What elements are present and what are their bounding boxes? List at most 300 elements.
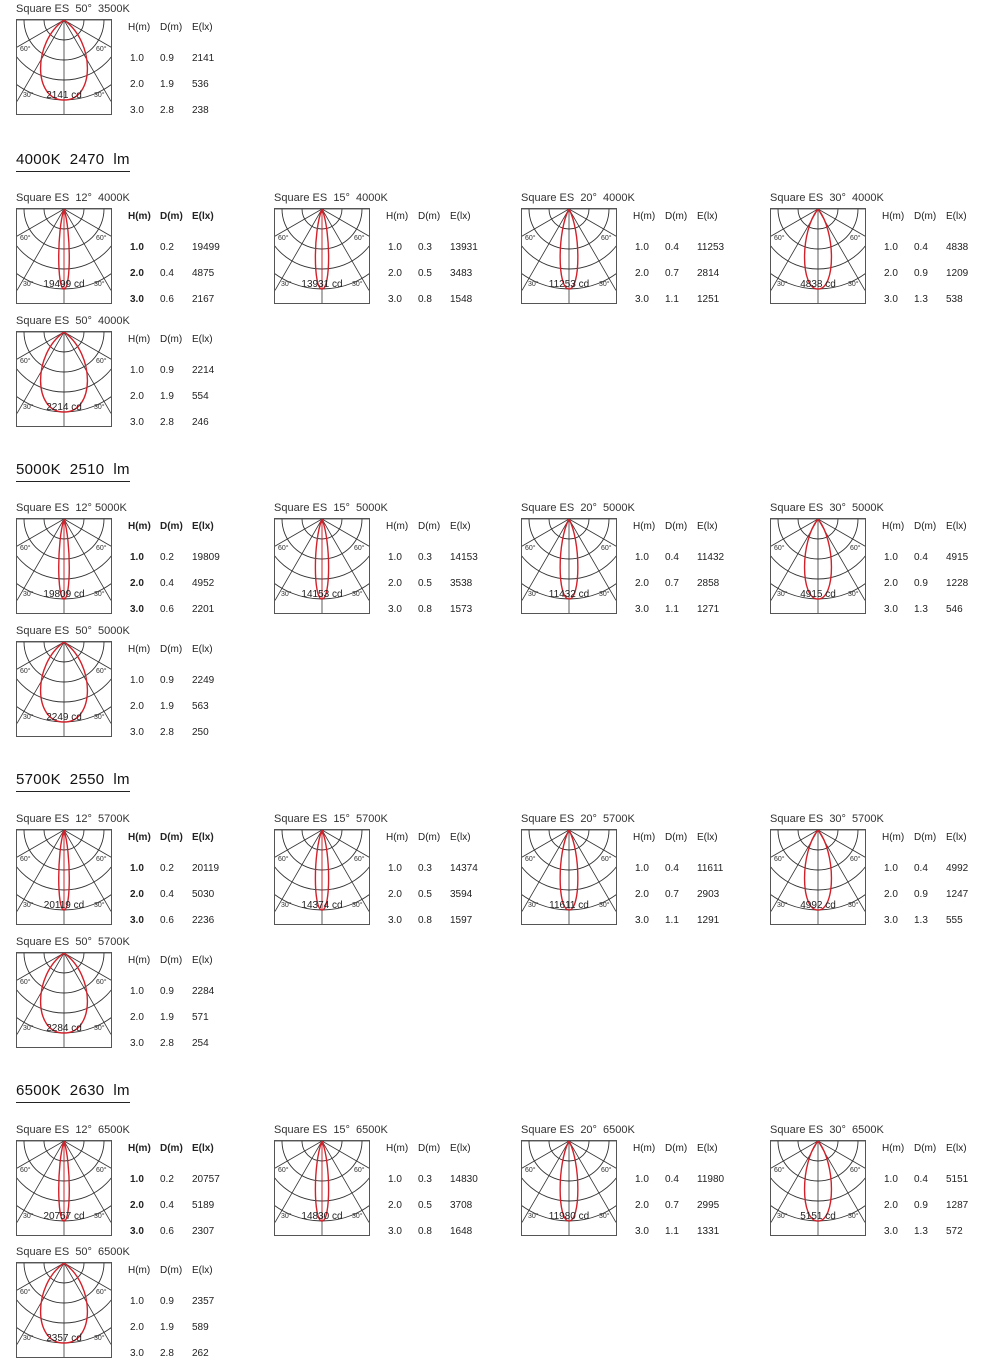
table-cell: 0.3 <box>418 552 432 563</box>
table-cell: 1.0 <box>388 552 402 563</box>
table-cell: 20119 <box>192 863 220 874</box>
angle-label: 60° <box>20 1289 31 1296</box>
block-title: Square ES 30° 5700K <box>770 813 884 825</box>
table-cell: 571 <box>192 1012 209 1023</box>
photometric-block <box>274 192 504 314</box>
table-cell: 0.9 <box>914 1200 928 1211</box>
table-cell: 0.8 <box>418 915 432 926</box>
table-cell: 0.9 <box>914 889 928 900</box>
table-cell: 3.0 <box>884 915 898 926</box>
table-cell: 3.0 <box>635 1226 649 1237</box>
photometric-block <box>16 936 246 1058</box>
table-cell: 3.0 <box>635 915 649 926</box>
table-cell: 2307 <box>192 1226 215 1237</box>
table-cell: 1.0 <box>130 675 144 686</box>
photometric-block <box>770 192 1000 314</box>
table-header: H(m) <box>633 832 656 843</box>
table-cell: 1.9 <box>160 79 174 90</box>
table-header: D(m) <box>160 1143 183 1154</box>
angle-label: 30° <box>848 1213 859 1220</box>
angle-label: 30° <box>94 281 105 288</box>
polar-diagram <box>274 829 370 925</box>
table-header: E(lx) <box>697 1143 718 1154</box>
table-cell: 0.7 <box>665 889 679 900</box>
table-cell: 246 <box>192 417 209 428</box>
table-header: E(lx) <box>192 211 214 222</box>
table-cell: 2.0 <box>130 1012 144 1023</box>
table-header: D(m) <box>418 1143 441 1154</box>
angle-label: 60° <box>525 1167 536 1174</box>
block-title: Square ES 20° 5000K <box>521 502 635 514</box>
table-cell: 2.0 <box>635 889 649 900</box>
photometric-block <box>16 625 246 747</box>
table-cell: 2.8 <box>160 105 174 116</box>
table-cell: 20757 <box>192 1174 220 1185</box>
polar-diagram <box>770 518 866 614</box>
table-cell: 1.0 <box>635 863 649 874</box>
table-cell: 1.0 <box>635 242 649 253</box>
angle-label: 30° <box>848 902 859 909</box>
table-header: H(m) <box>882 1143 905 1154</box>
table-cell: 5030 <box>192 889 215 900</box>
table-cell: 2214 <box>192 365 215 376</box>
angle-label: 60° <box>601 545 612 552</box>
angle-label: 60° <box>96 856 107 863</box>
angle-label: 60° <box>96 668 107 675</box>
table-header: D(m) <box>665 211 688 222</box>
table-cell: 0.4 <box>160 268 174 279</box>
angle-label: 60° <box>774 856 785 863</box>
angle-label: 30° <box>23 404 34 411</box>
candela-label: 13931 cd <box>301 279 343 290</box>
table-header: H(m) <box>633 211 656 222</box>
candela-label: 11253 cd <box>548 279 590 290</box>
block-title: Square ES 30° 6500K <box>770 1124 884 1136</box>
table-cell: 0.9 <box>160 365 174 376</box>
table-cell: 19809 <box>192 552 220 563</box>
table-cell: 2141 <box>192 53 215 64</box>
table-cell: 262 <box>192 1348 209 1359</box>
table-cell: 2.0 <box>388 1200 402 1211</box>
table-cell: 2249 <box>192 675 215 686</box>
table-cell: 3594 <box>450 889 473 900</box>
angle-label: 30° <box>848 591 859 598</box>
table-header: E(lx) <box>450 832 471 843</box>
table-cell: 0.5 <box>418 889 432 900</box>
table-header: E(lx) <box>697 832 718 843</box>
table-cell: 1.1 <box>665 915 679 926</box>
table-cell: 0.2 <box>160 242 174 253</box>
table-cell: 2.0 <box>130 79 144 90</box>
table-cell: 1291 <box>697 915 720 926</box>
table-cell: 3.0 <box>130 417 144 428</box>
angle-label: 30° <box>528 281 539 288</box>
table-cell: 1.0 <box>388 1174 402 1185</box>
angle-label: 60° <box>525 235 536 242</box>
photometric-block <box>16 1246 246 1368</box>
section-title: 5000K 2510 lm <box>16 461 130 482</box>
table-cell: 4915 <box>946 552 969 563</box>
candela-label: 14153 cd <box>301 589 343 600</box>
polar-diagram <box>16 1262 112 1358</box>
polar-diagram <box>521 208 617 304</box>
angle-label: 30° <box>777 591 788 598</box>
polar-diagram <box>16 952 112 1048</box>
table-header: E(lx) <box>192 22 213 33</box>
angle-label: 30° <box>352 902 363 909</box>
table-cell: 2.0 <box>884 1200 898 1211</box>
table-cell: 3708 <box>450 1200 473 1211</box>
angle-label: 60° <box>96 1167 107 1174</box>
table-cell: 3538 <box>450 578 473 589</box>
table-cell: 0.4 <box>665 242 679 253</box>
angle-label: 30° <box>281 1213 292 1220</box>
table-cell: 3.0 <box>388 604 402 615</box>
table-cell: 19499 <box>192 242 220 253</box>
table-cell: 2903 <box>697 889 720 900</box>
table-header: E(lx) <box>946 521 967 532</box>
table-header: H(m) <box>128 1265 151 1276</box>
angle-label: 30° <box>281 902 292 909</box>
polar-diagram <box>521 518 617 614</box>
table-cell: 3.0 <box>884 604 898 615</box>
table-header: H(m) <box>128 1143 151 1154</box>
angle-label: 30° <box>23 281 34 288</box>
polar-diagram <box>521 829 617 925</box>
table-cell: 2.8 <box>160 727 174 738</box>
candela-label: 4992 cd <box>800 900 836 911</box>
table-header: D(m) <box>160 955 183 966</box>
table-cell: 1.9 <box>160 701 174 712</box>
table-cell: 3.0 <box>130 1038 144 1049</box>
block-title: Square ES 12° 5700K <box>16 813 130 825</box>
table-header: E(lx) <box>450 521 471 532</box>
table-cell: 1.3 <box>914 1226 928 1237</box>
table-cell: 14830 <box>450 1174 478 1185</box>
table-cell: 0.6 <box>160 294 174 305</box>
table-cell: 0.4 <box>665 863 679 874</box>
table-header: H(m) <box>128 334 151 345</box>
angle-label: 60° <box>354 1167 365 1174</box>
table-cell: 555 <box>946 915 963 926</box>
table-cell: 5189 <box>192 1200 215 1211</box>
table-header: E(lx) <box>946 1143 967 1154</box>
candela-label: 11980 cd <box>548 1211 590 1222</box>
table-cell: 1.3 <box>914 294 928 305</box>
table-header: D(m) <box>160 22 183 33</box>
table-cell: 2.0 <box>130 1322 144 1333</box>
angle-label: 60° <box>20 235 31 242</box>
table-cell: 0.4 <box>914 552 928 563</box>
photometric-block <box>16 192 246 314</box>
candela-label: 2249 cd <box>46 712 82 723</box>
table-header: E(lx) <box>697 521 718 532</box>
angle-label: 30° <box>281 591 292 598</box>
table-cell: 0.3 <box>418 863 432 874</box>
table-cell: 0.7 <box>665 578 679 589</box>
table-cell: 3.0 <box>130 604 144 615</box>
angle-label: 60° <box>774 1167 785 1174</box>
photometric-block <box>16 1124 246 1246</box>
angle-label: 60° <box>774 235 785 242</box>
angle-label: 30° <box>777 281 788 288</box>
table-cell: 2.0 <box>635 1200 649 1211</box>
table-cell: 0.4 <box>665 1174 679 1185</box>
table-cell: 4952 <box>192 578 215 589</box>
block-title: Square ES 12° 6500K <box>16 1124 130 1136</box>
angle-label: 30° <box>94 92 105 99</box>
block-title: Square ES 30° 5000K <box>770 502 884 514</box>
candela-label: 2357 cd <box>46 1333 82 1344</box>
table-cell: 13931 <box>450 242 478 253</box>
angle-label: 60° <box>774 545 785 552</box>
block-title: Square ES 50° 5700K <box>16 936 130 948</box>
photometric-block <box>521 502 751 624</box>
table-cell: 1.9 <box>160 391 174 402</box>
table-cell: 2.0 <box>884 268 898 279</box>
table-cell: 2814 <box>697 268 720 279</box>
candela-label: 14830 cd <box>301 1211 343 1222</box>
candela-label: 19499 cd <box>43 279 85 290</box>
table-cell: 2.0 <box>388 268 402 279</box>
table-cell: 2858 <box>697 578 720 589</box>
polar-diagram <box>16 208 112 304</box>
table-cell: 572 <box>946 1226 963 1237</box>
table-cell: 0.4 <box>160 1200 174 1211</box>
table-cell: 1.0 <box>388 863 402 874</box>
angle-label: 60° <box>20 1167 31 1174</box>
polar-diagram <box>274 1140 370 1236</box>
table-cell: 3.0 <box>130 727 144 738</box>
table-cell: 1.3 <box>914 915 928 926</box>
table-header: D(m) <box>160 521 183 532</box>
table-cell: 0.3 <box>418 242 432 253</box>
angle-label: 60° <box>96 545 107 552</box>
angle-label: 60° <box>850 856 861 863</box>
table-cell: 2.8 <box>160 417 174 428</box>
angle-label: 30° <box>23 902 34 909</box>
table-cell: 1271 <box>697 604 720 615</box>
table-header: H(m) <box>633 521 656 532</box>
polar-diagram <box>274 208 370 304</box>
table-header: D(m) <box>665 521 688 532</box>
section-title: 6500K 2630 lm <box>16 1082 130 1103</box>
table-cell: 2.0 <box>130 578 144 589</box>
angle-label: 30° <box>23 714 34 721</box>
table-header: H(m) <box>882 521 905 532</box>
table-cell: 1548 <box>450 294 473 305</box>
table-cell: 0.9 <box>160 1296 174 1307</box>
angle-label: 60° <box>96 46 107 53</box>
table-header: H(m) <box>128 832 151 843</box>
polar-diagram <box>16 641 112 737</box>
table-cell: 4838 <box>946 242 969 253</box>
block-title: Square ES 20° 4000K <box>521 192 635 204</box>
table-cell: 1648 <box>450 1226 473 1237</box>
table-header: H(m) <box>128 521 151 532</box>
table-cell: 3.0 <box>635 294 649 305</box>
table-cell: 0.8 <box>418 294 432 305</box>
table-header: D(m) <box>160 644 183 655</box>
block-title: Square ES 15° 6500K <box>274 1124 388 1136</box>
table-cell: 563 <box>192 701 209 712</box>
table-cell: 3.0 <box>884 294 898 305</box>
table-cell: 1.0 <box>884 552 898 563</box>
table-header: H(m) <box>386 521 409 532</box>
angle-label: 30° <box>281 281 292 288</box>
table-cell: 1.0 <box>884 1174 898 1185</box>
angle-label: 60° <box>20 668 31 675</box>
table-cell: 3.0 <box>130 1226 144 1237</box>
block-title: Square ES 20° 5700K <box>521 813 635 825</box>
photometric-block <box>16 3 246 125</box>
block-title: Square ES 12° 4000K <box>16 192 130 204</box>
table-cell: 2995 <box>697 1200 720 1211</box>
table-cell: 2.8 <box>160 1038 174 1049</box>
angle-label: 60° <box>20 979 31 986</box>
table-cell: 1.0 <box>130 1174 144 1185</box>
photometric-block <box>770 502 1000 624</box>
angle-label: 60° <box>20 46 31 53</box>
polar-diagram <box>770 829 866 925</box>
angle-label: 60° <box>278 1167 289 1174</box>
photometric-block <box>521 192 751 314</box>
photometric-block <box>16 315 246 437</box>
table-cell: 11253 <box>697 242 725 253</box>
table-cell: 11432 <box>697 552 725 563</box>
block-title: Square ES 15° 5000K <box>274 502 388 514</box>
angle-label: 60° <box>20 856 31 863</box>
table-cell: 0.8 <box>418 604 432 615</box>
angle-label: 60° <box>278 545 289 552</box>
angle-label: 60° <box>850 235 861 242</box>
table-cell: 2.8 <box>160 1348 174 1359</box>
table-header: H(m) <box>128 955 151 966</box>
photometric-block <box>274 813 504 935</box>
table-cell: 0.4 <box>160 889 174 900</box>
table-cell: 0.6 <box>160 915 174 926</box>
table-cell: 1.0 <box>130 552 144 563</box>
table-header: E(lx) <box>946 832 967 843</box>
table-cell: 250 <box>192 727 209 738</box>
table-cell: 3.0 <box>130 915 144 926</box>
angle-label: 30° <box>599 1213 610 1220</box>
table-cell: 3.0 <box>388 294 402 305</box>
angle-label: 30° <box>777 902 788 909</box>
angle-label: 30° <box>23 92 34 99</box>
angle-label: 60° <box>601 1167 612 1174</box>
table-header: D(m) <box>665 832 688 843</box>
table-cell: 0.5 <box>418 268 432 279</box>
table-header: D(m) <box>160 334 183 345</box>
table-header: H(m) <box>128 22 151 33</box>
table-cell: 0.5 <box>418 1200 432 1211</box>
angle-label: 30° <box>94 1213 105 1220</box>
angle-label: 30° <box>352 591 363 598</box>
table-header: D(m) <box>418 521 441 532</box>
table-header: D(m) <box>914 1143 937 1154</box>
table-cell: 3.0 <box>130 105 144 116</box>
table-header: D(m) <box>418 211 441 222</box>
table-cell: 1.0 <box>130 53 144 64</box>
table-cell: 0.8 <box>418 1226 432 1237</box>
table-cell: 3.0 <box>884 1226 898 1237</box>
block-title: Square ES 50° 5000K <box>16 625 130 637</box>
table-cell: 1.1 <box>665 294 679 305</box>
table-cell: 1.3 <box>914 604 928 615</box>
table-header: D(m) <box>914 211 937 222</box>
table-header: D(m) <box>160 211 183 222</box>
table-cell: 0.9 <box>160 53 174 64</box>
table-cell: 2.0 <box>388 889 402 900</box>
photometric-block <box>521 1124 751 1246</box>
angle-label: 60° <box>278 235 289 242</box>
block-title: Square ES 50° 4000K <box>16 315 130 327</box>
table-cell: 0.2 <box>160 863 174 874</box>
table-cell: 1597 <box>450 915 473 926</box>
table-header: E(lx) <box>450 211 471 222</box>
table-cell: 3483 <box>450 268 473 279</box>
table-header: D(m) <box>160 1265 183 1276</box>
block-title: Square ES 15° 5700K <box>274 813 388 825</box>
table-cell: 0.4 <box>160 578 174 589</box>
table-cell: 1.0 <box>130 365 144 376</box>
table-cell: 2357 <box>192 1296 215 1307</box>
table-cell: 1.0 <box>635 1174 649 1185</box>
table-cell: 2.0 <box>635 268 649 279</box>
table-header: D(m) <box>418 832 441 843</box>
angle-label: 30° <box>94 1025 105 1032</box>
table-cell: 2.0 <box>884 578 898 589</box>
table-cell: 538 <box>946 294 963 305</box>
angle-label: 30° <box>777 1213 788 1220</box>
angle-label: 60° <box>850 545 861 552</box>
candela-label: 4838 cd <box>800 279 836 290</box>
polar-diagram <box>521 1140 617 1236</box>
photometric-block <box>274 1124 504 1246</box>
candela-label: 11611 cd <box>549 900 589 911</box>
candela-label: 2284 cd <box>46 1023 82 1034</box>
angle-label: 60° <box>20 358 31 365</box>
table-header: E(lx) <box>450 1143 471 1154</box>
table-cell: 0.7 <box>665 1200 679 1211</box>
angle-label: 30° <box>94 404 105 411</box>
angle-label: 30° <box>599 591 610 598</box>
table-header: H(m) <box>386 832 409 843</box>
photometric-block <box>16 813 246 935</box>
angle-label: 60° <box>96 1289 107 1296</box>
candela-label: 4915 cd <box>800 589 836 600</box>
polar-diagram <box>770 1140 866 1236</box>
table-cell: 3.0 <box>388 915 402 926</box>
block-title: Square ES 20° 6500K <box>521 1124 635 1136</box>
table-cell: 1.0 <box>388 242 402 253</box>
table-cell: 2.0 <box>130 268 144 279</box>
angle-label: 30° <box>528 591 539 598</box>
table-cell: 1.0 <box>635 552 649 563</box>
polar-diagram <box>16 829 112 925</box>
angle-label: 60° <box>354 235 365 242</box>
angle-label: 60° <box>20 545 31 552</box>
table-cell: 589 <box>192 1322 209 1333</box>
candela-label: 20119 cd <box>43 900 85 911</box>
table-cell: 1331 <box>697 1226 720 1237</box>
table-cell: 3.0 <box>388 1226 402 1237</box>
table-cell: 1.0 <box>130 1296 144 1307</box>
table-header: D(m) <box>160 832 183 843</box>
block-title: Square ES 30° 4000K <box>770 192 884 204</box>
angle-label: 30° <box>23 591 34 598</box>
